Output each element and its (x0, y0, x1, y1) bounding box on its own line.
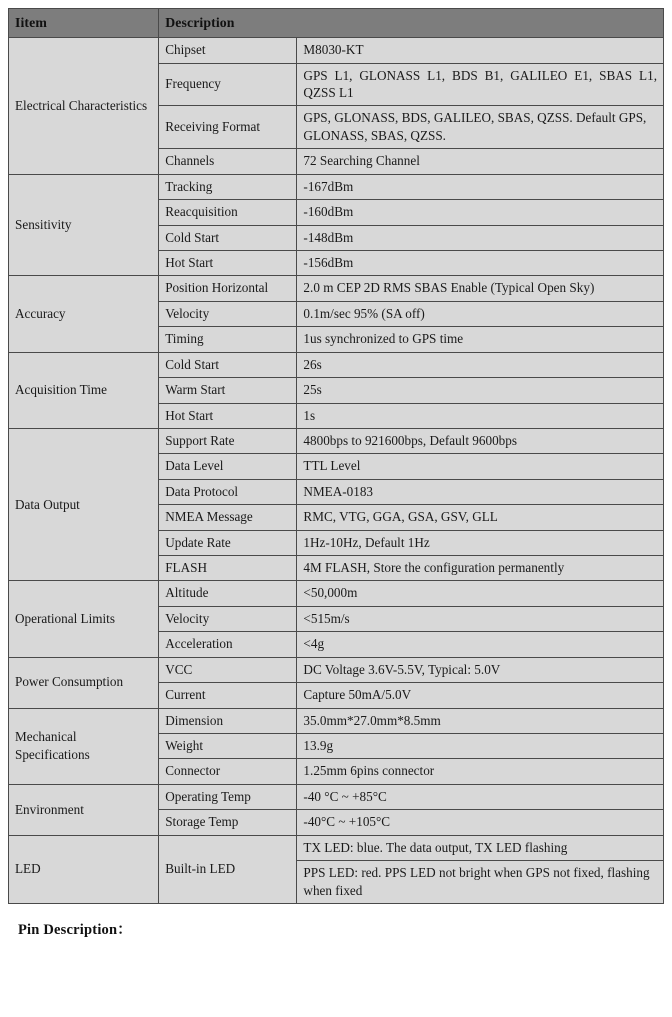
spec-value: PPS LED: red. PPS LED not bright when GPS not fixed, flashing when fixed (297, 861, 664, 904)
spec-value: -148dBm (297, 225, 664, 250)
table-row (9, 784, 664, 809)
spec-value: 35.0mm*27.0mm*8.5mm (297, 708, 664, 733)
table-row (9, 835, 664, 860)
group-label-sensitivity: Sensitivity (9, 174, 159, 276)
spec-value: 1.25mm 6pins connector (297, 759, 664, 784)
group-label-acquisition-time: Acquisition Time (9, 352, 159, 428)
specification-table (8, 8, 664, 904)
table-row (9, 174, 664, 199)
table-body (9, 38, 664, 904)
spec-key: Altitude (159, 581, 297, 606)
datasheet-page (0, 8, 672, 1017)
spec-value: -40 °C ~ +85°C (297, 784, 664, 809)
spec-key: Reacquisition (159, 200, 297, 225)
spec-value: 1us synchronized to GPS time (297, 327, 664, 352)
spec-value: -156dBm (297, 251, 664, 276)
spec-value: 4800bps to 921600bps, Default 9600bps (297, 428, 664, 453)
spec-value: RMC, VTG, GGA, GSA, GSV, GLL (297, 505, 664, 530)
group-label-operational-limits: Operational Limits (9, 581, 159, 657)
spec-value: 13.9g (297, 734, 664, 759)
spec-key: Tracking (159, 174, 297, 199)
spec-key: Warm Start (159, 378, 297, 403)
spec-key: Current (159, 683, 297, 708)
spec-value: 4M FLASH, Store the configuration permanently (297, 556, 664, 581)
column-header-item: Iitem (9, 9, 159, 38)
spec-key: Velocity (159, 606, 297, 631)
group-label-power-consumption: Power Consumption (9, 657, 159, 708)
spec-key: Connector (159, 759, 297, 784)
spec-value: NMEA-0183 (297, 479, 664, 504)
spec-key: Cold Start (159, 225, 297, 250)
spec-value: GPS L1, GLONASS L1, BDS B1, GALILEO E1, SBAS L1, QZSS L1 (297, 63, 664, 106)
spec-key: Weight (159, 734, 297, 759)
table-row (9, 657, 664, 682)
spec-key: Hot Start (159, 403, 297, 428)
spec-key: VCC (159, 657, 297, 682)
table-row (9, 581, 664, 606)
group-label-led: LED (9, 835, 159, 903)
spec-value: TTL Level (297, 454, 664, 479)
group-label-electrical-characteristics: Electrical Characteristics (9, 38, 159, 175)
spec-value: M8030-KT (297, 38, 664, 63)
spec-key: Channels (159, 149, 297, 174)
spec-key: Frequency (159, 63, 297, 106)
spec-key: NMEA Message (159, 505, 297, 530)
spec-value: 0.1m/sec 95% (SA off) (297, 301, 664, 326)
spec-key: Acceleration (159, 632, 297, 657)
group-label-accuracy: Accuracy (9, 276, 159, 352)
column-header-description: Description (159, 9, 664, 38)
spec-value: Capture 50mA/5.0V (297, 683, 664, 708)
spec-value: 1s (297, 403, 664, 428)
pin-description-heading: Pin Description： (18, 921, 132, 938)
spec-value: 26s (297, 352, 664, 377)
spec-value: 72 Searching Channel (297, 149, 664, 174)
spec-key: FLASH (159, 556, 297, 581)
spec-value: <50,000m (297, 581, 664, 606)
spec-key: Timing (159, 327, 297, 352)
spec-key: Velocity (159, 301, 297, 326)
table-header-row (9, 9, 664, 38)
spec-key: Receiving Format (159, 106, 297, 149)
spec-value: -167dBm (297, 174, 664, 199)
spec-value: DC Voltage 3.6V-5.5V, Typical: 5.0V (297, 657, 664, 682)
spec-key: Support Rate (159, 428, 297, 453)
spec-value: GPS, GLONASS, BDS, GALILEO, SBAS, QZSS. Default GPS, GLONASS, SBAS, QZSS. (297, 106, 664, 149)
spec-key: Position Horizontal (159, 276, 297, 301)
group-label-mechanical-specifications: Mechanical Specifications (9, 708, 159, 784)
spec-value: 1Hz-10Hz, Default 1Hz (297, 530, 664, 555)
table-row (9, 276, 664, 301)
table-row (9, 428, 664, 453)
spec-value: <515m/s (297, 606, 664, 631)
spec-key: Update Rate (159, 530, 297, 555)
spec-key: Hot Start (159, 251, 297, 276)
spec-key: Data Protocol (159, 479, 297, 504)
spec-value: -40°C ~ +105°C (297, 810, 664, 835)
table-row (9, 708, 664, 733)
spec-value: -160dBm (297, 200, 664, 225)
spec-value: 2.0 m CEP 2D RMS SBAS Enable (Typical Open Sky) (297, 276, 664, 301)
spec-key: Storage Temp (159, 810, 297, 835)
spec-value: 25s (297, 378, 664, 403)
spec-key: Data Level (159, 454, 297, 479)
spec-key: Dimension (159, 708, 297, 733)
spec-key: Operating Temp (159, 784, 297, 809)
spec-value: <4g (297, 632, 664, 657)
spec-key: Built-in LED (159, 835, 297, 903)
spec-key: Chipset (159, 38, 297, 63)
table-row (9, 352, 664, 377)
spec-value: TX LED: blue. The data output, TX LED flashing (297, 835, 664, 860)
spec-key: Cold Start (159, 352, 297, 377)
table-row (9, 38, 664, 63)
group-label-environment: Environment (9, 784, 159, 835)
group-label-data-output: Data Output (9, 428, 159, 581)
table-header (9, 9, 664, 38)
